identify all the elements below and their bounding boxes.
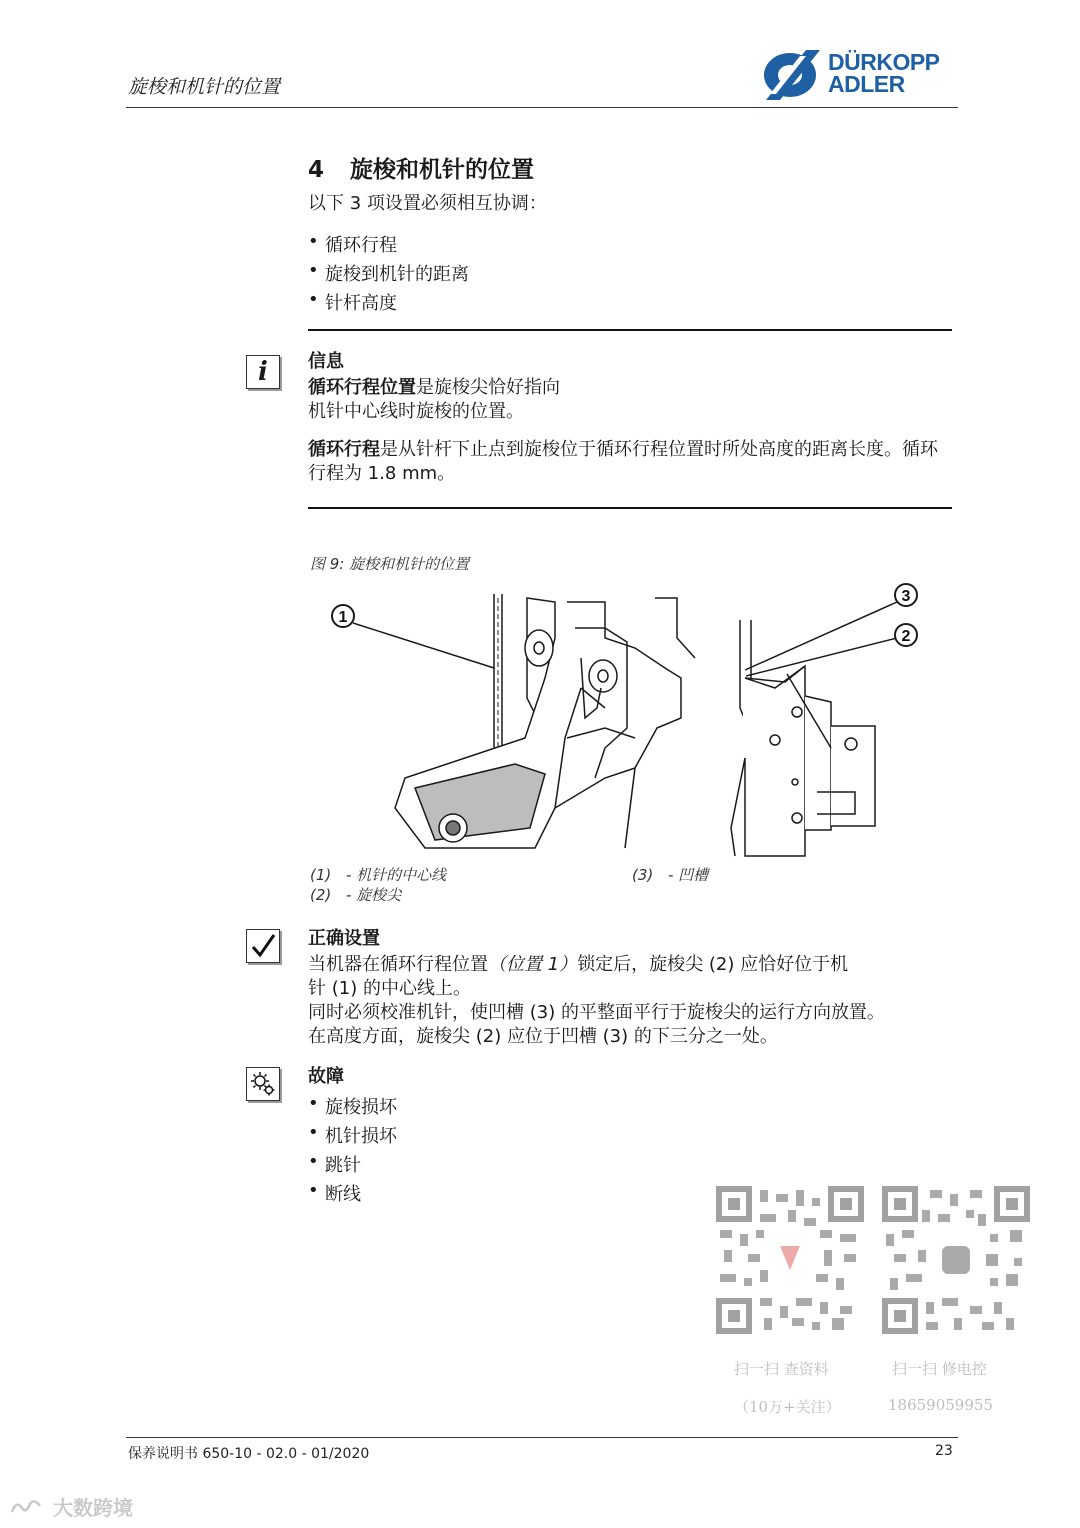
info-title: 信息 (308, 351, 344, 372)
info-text-2: 是从针杆下止点到旋梭位于循环行程位置时所处高度的距离长度。循环行程为 1.8 mm。 (308, 439, 938, 484)
section-heading (308, 151, 534, 184)
source-watermark (10, 1492, 133, 1521)
fault-title: 故障 (308, 1066, 344, 1087)
hook-needle-illustration (305, 578, 955, 860)
correct-line-1b: 锁定后，旋梭尖 (2) 应恰好位于机 (577, 954, 849, 975)
svg-text:1: 1 (338, 609, 348, 626)
info-top-rule (308, 329, 952, 331)
durkopp-adler-logo (762, 50, 962, 102)
list-item: • 机针损坏 (308, 1122, 397, 1151)
info-text-1a: 是旋梭尖恰好指向 (416, 377, 560, 398)
correct-setting-text (308, 953, 958, 1049)
intro-text: 以下 3 项设置必须相互协调： (308, 193, 547, 214)
list-item: • 旋梭到机针的距离 (308, 260, 469, 289)
qr-code-area (716, 1186, 1032, 1426)
qr-left-caption-1: 扫一扫 查资料 (734, 1360, 829, 1378)
position-reference: （位置 1） (488, 954, 578, 975)
qr-left-caption-2: （10万+关注） (734, 1398, 841, 1416)
brand-line-1: DÜRKOPP (828, 49, 940, 75)
list-item: • 跳针 (308, 1151, 397, 1180)
correct-line-4: 在高度方面，旋梭尖 (2) 应位于凹槽 (3) 的下三分之一处。 (308, 1026, 778, 1047)
info-paragraph-2 (308, 438, 948, 486)
info-term-2: 循环行程 (308, 439, 380, 460)
correct-line-3: 同时必须校准机针，使凹槽 (3) 的平整面平行于旋梭尖的运行方向放置。 (308, 1002, 885, 1023)
qr-right-caption-2: 18659059955 (888, 1396, 993, 1414)
checkmark-icon (246, 929, 280, 963)
hook-point-drawing (731, 620, 875, 856)
legend-item-3: (3) - 凹槽 (632, 866, 709, 884)
watermark-logo-icon (10, 1498, 46, 1518)
header-rule (126, 107, 958, 108)
footer-rule (126, 1437, 958, 1438)
footer-document-id: 保养说明书 650-10 - 02.0 - 01/2020 (128, 1446, 370, 1462)
callout-2 (895, 624, 917, 646)
gear-icon (246, 1067, 280, 1101)
watermark-text: 大数跨境 (52, 1496, 133, 1520)
qr-right-caption-1: 扫一扫 修电控 (892, 1360, 987, 1378)
section-title: 旋梭和机针的位置 (350, 157, 534, 183)
section-number: 4 (308, 157, 325, 183)
page-number: 23 (935, 1443, 953, 1459)
qr-code-left (716, 1186, 864, 1334)
info-icon: i (246, 355, 280, 389)
info-paragraph-1 (308, 376, 948, 424)
brand-line-2: ADLER (828, 71, 905, 97)
settings-list (308, 231, 469, 318)
correct-line-1a: 当机器在循环行程位置 (308, 954, 488, 975)
qr-code-right (882, 1186, 1030, 1334)
list-item: • 循环行程 (308, 231, 469, 260)
callout-3 (895, 584, 917, 606)
running-header-title: 旋梭和机针的位置 (128, 76, 281, 98)
correct-setting-title: 正确设置 (308, 928, 380, 949)
correct-line-2: 针 (1) 的中心线上。 (308, 978, 471, 999)
callout-1 (332, 605, 354, 627)
legend-item-1: (1) - 机针的中心线 (310, 866, 447, 884)
info-bottom-rule (308, 507, 952, 509)
info-text-1b: 机针中心线时旋梭的位置。 (308, 401, 524, 422)
fault-list (308, 1093, 397, 1209)
list-item: • 断线 (308, 1180, 397, 1209)
svg-text:2: 2 (901, 628, 911, 645)
brand-mark-icon (762, 50, 824, 100)
list-item: • 针杆高度 (308, 289, 469, 318)
needle-drawing (494, 594, 502, 766)
hook-body-drawing (395, 598, 695, 848)
figure-caption: 图 9: 旋梭和机针的位置 (310, 555, 470, 573)
legend-item-2: (2) - 旋梭尖 (310, 886, 402, 904)
svg-text:3: 3 (901, 588, 911, 605)
info-term-1: 循环行程位置 (308, 377, 416, 398)
list-item: • 旋梭损坏 (308, 1093, 397, 1122)
